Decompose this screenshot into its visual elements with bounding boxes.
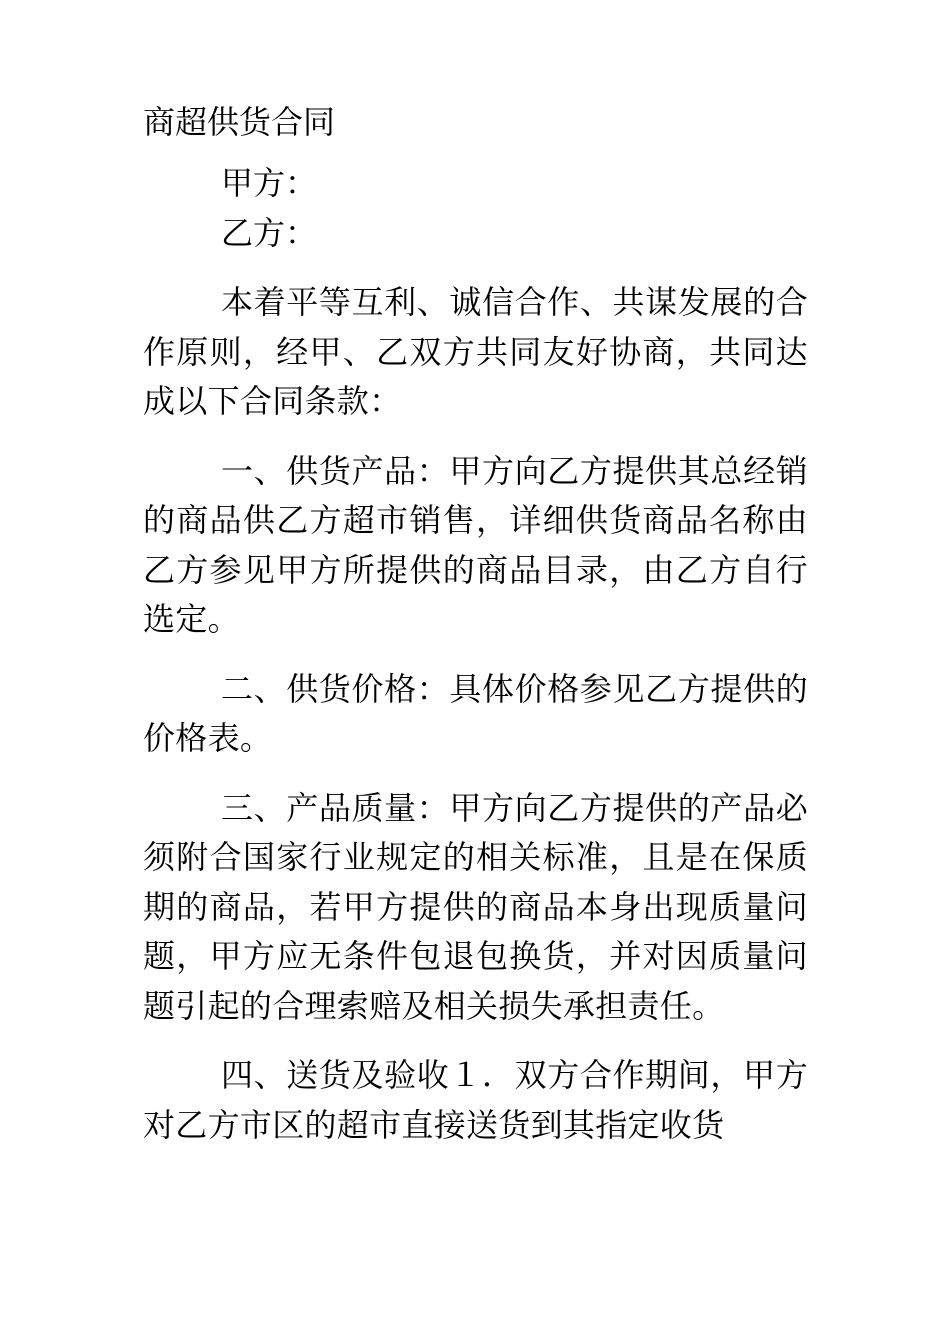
preamble-paragraph: 本着平等互利、诚信合作、共谋发展的合作原则，经甲、乙双方共同友好协商，共同达成以下合同条款：	[143, 283, 808, 420]
document-title: 商超供货合同	[143, 103, 336, 141]
document-page	[143, 96, 808, 1170]
party-b-label: 乙方：	[221, 214, 318, 252]
clause-product-quality: 三、产品质量：甲方向乙方提供的产品必须附合国家行业规定的相关标准，且是在保质期的商品，若甲方提供的商品本身出现质量问题，甲方应无条件包退包换货，并对因质量问题引起的合理索赔及相关损失承担责任。	[143, 788, 808, 1025]
parties-block	[143, 158, 808, 258]
clause-delivery-acceptance: 四、送货及验收１．双方合作期间，甲方对乙方市区的超市直接送货到其指定收货	[143, 1056, 808, 1144]
clause-supply-products: 一、供货产品：甲方向乙方提供其总经销的商品供乙方超市销售，详细供货商品名称由乙方参见甲方所提供的商品目录，由乙方自行选定。	[143, 451, 808, 638]
party-a-label: 甲方：	[221, 164, 318, 202]
clause-supply-price: 二、供货价格：具体价格参见乙方提供的价格表。	[143, 669, 808, 757]
